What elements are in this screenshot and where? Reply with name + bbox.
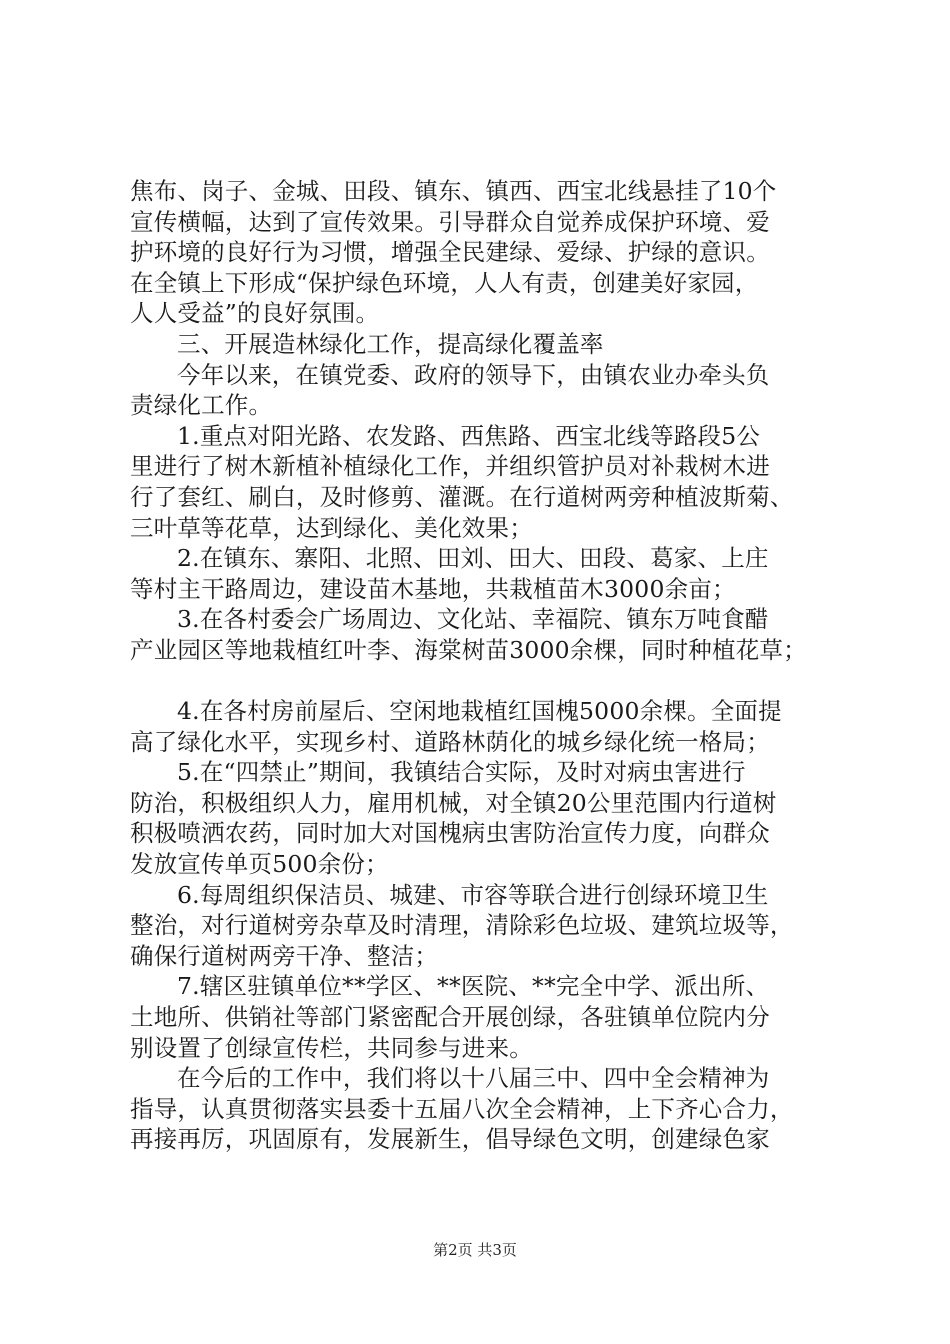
text-line: 防治，积极组织人力，雇用机械，对全镇20公里范围内行道树 [130,788,777,817]
text-line: 确保行道树两旁干净、整洁； [130,941,439,970]
list-item-line: 5.在“四禁止”期间，我镇结合实际，及时对病虫害进行 [177,758,746,787]
text-line: 宣传横幅，达到了宣传效果。引导群众自觉养成保护环境、爱 [130,207,770,236]
text-line: 人人受益”的良好氛围。 [130,299,380,328]
blank-line [130,666,830,697]
list-item-line: 3.在各村委会广场周边、文化站、幸福院、镇东万吨食醋 [177,605,769,634]
list-item-line: 4.在各村房前屋后、空闲地栽植红国槐5000余棵。全面提 [177,697,782,726]
text-line: 三叶草等花草，达到绿化、美化效果； [130,513,533,542]
text-line: 再接再厉，巩固原有，发展新生，倡导绿色文明，创建绿色家 [130,1125,770,1154]
list-item-line: 1.重点对阳光路、农发路、西焦路、西宝北线等路段5公 [177,421,761,450]
text-line: 责绿化工作。 [130,391,273,420]
section-heading: 三、开展造林绿化工作，提高绿化覆盖率 [177,329,604,358]
text-line: 里进行了树木新植补植绿化工作，并组织管护员对补栽树木进 [130,452,770,481]
text-line: 焦布、岗子、金城、田段、镇东、镇西、西宝北线悬挂了10个 [130,177,777,205]
text-line: 在今后的工作中，我们将以十八届三中、四中全会精神为 [177,1064,770,1093]
text-line: 产业园区等地栽植红叶李、海棠树苗3000余棵，同时种植花草； [130,635,807,664]
text-line: 在全镇上下形成“保护绿色环境，人人有责，创建美好家园， [130,268,759,297]
text-line: 指导，认真贯彻落实县委十五届八次全会精神，上下齐心合力， [130,1094,794,1123]
text-line: 等村主干路周边，建设苗木基地，共栽植苗木3000余亩； [130,574,736,603]
text-line: 积极喷洒农药，同时加大对国槐病虫害防治宣传力度，向群众 [130,819,770,848]
document-body [130,176,830,1155]
text-line: 高了绿化水平，实现乡村、道路林荫化的城乡绿化统一格局； [130,727,770,756]
text-line: 护环境的良好行为习惯，增强全民建绿、爱绿、护绿的意识。 [130,238,770,267]
text-line: 行了套红、刷白，及时修剪、灌溉。在行道树两旁种植波斯菊、 [130,482,794,511]
list-item-line: 7.辖区驻镇单位**学区、**医院、**完全中学、派出所、 [177,972,770,1001]
text-line: 整治，对行道树旁杂草及时清理，清除彩色垃圾、建筑垃圾等， [130,911,794,940]
text-line: 别设置了创绿宣传栏，共同参与进来。 [130,1033,533,1062]
list-item-line: 2.在镇东、寨阳、北照、田刘、田大、田段、葛家、上庄 [177,544,769,573]
text-line: 土地所、供销社等部门紧密配合开展创绿，各驻镇单位院内分 [130,1003,770,1032]
list-item-line: 6.每周组织保洁员、城建、市容等联合进行创绿环境卫生 [177,880,769,909]
page-number-footer: 第2页 共3页 [433,1241,517,1259]
text-line: 今年以来，在镇党委、政府的领导下，由镇农业办牵头负 [177,360,770,389]
text-line: 发放宣传单页500余份； [130,850,389,879]
